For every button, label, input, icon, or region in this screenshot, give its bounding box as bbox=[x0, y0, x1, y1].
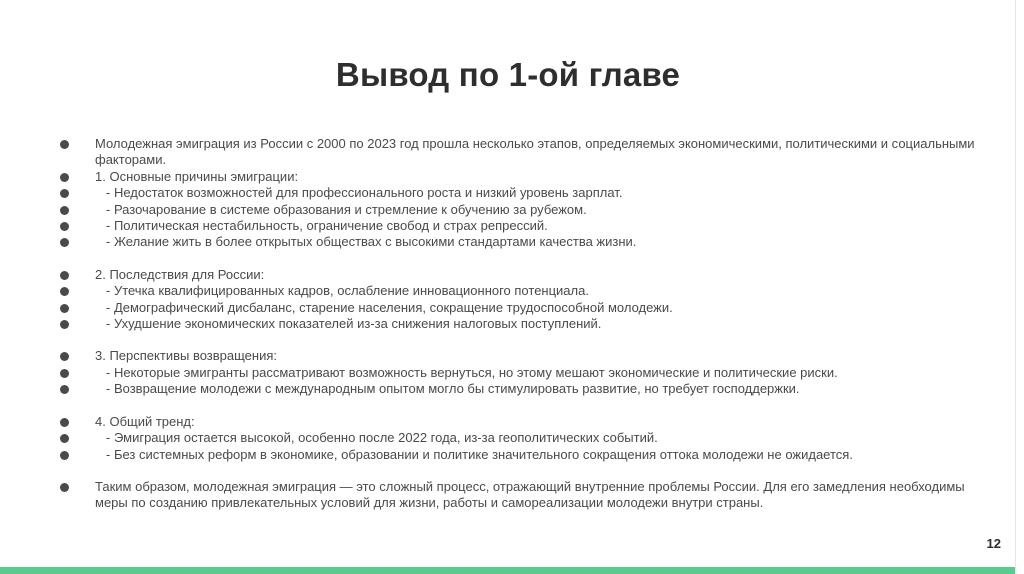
list-item-text: Молодежная эмиграция из России с 2000 по 2023 год прошла несколько этапов, определяемых экономическими, политическими и социальными факторами. bbox=[95, 136, 975, 168]
bullet-dot-icon bbox=[60, 206, 69, 215]
list-item-text: - Разочарование в системе образования и стремление к обучению за рубежом. bbox=[106, 201, 587, 217]
list-item-text: Таким образом, молодежная эмиграция — это сложный процесс, отражающий внутренние проблемы России. Для его замедления необходимы меры по созданию привлекательных условий для жизни, работы и самореализации молодежи внутри страны. bbox=[95, 478, 965, 511]
list-item-text: 2. Последствия для России: bbox=[95, 266, 265, 282]
bullet-dot-icon bbox=[60, 434, 69, 443]
list-item-text: 3. Перспективы возвращения: bbox=[95, 348, 277, 364]
bullet-dot-icon bbox=[60, 238, 69, 247]
list-item bbox=[56, 365, 986, 381]
list-item bbox=[56, 348, 986, 364]
list-item bbox=[56, 202, 986, 218]
bullet-dot-icon bbox=[60, 287, 69, 296]
list-item-text: - Недостаток возможностей для профессионального роста и низкий уровень зарплат. bbox=[106, 185, 623, 201]
bullet-dot-icon bbox=[60, 271, 69, 280]
list-item bbox=[56, 479, 986, 512]
bullet-dot-icon bbox=[60, 173, 69, 182]
list-item-text: 1. Основные причины эмиграции: bbox=[95, 168, 299, 184]
bullet-dot-icon bbox=[60, 418, 69, 427]
list-item-text: - Утечка квалифицированных кадров, ослабление инновационного потенциала. bbox=[106, 283, 589, 299]
bullet-dot-icon bbox=[60, 483, 69, 492]
list-item-text: - Ухудшение экономических показателей из-за снижения налоговых поступлений. bbox=[106, 316, 602, 332]
bullet-dot-icon bbox=[60, 189, 69, 198]
slide-title: Вывод по 1-ой главе bbox=[335, 56, 681, 93]
list-item bbox=[56, 414, 986, 430]
bullet-dot-icon bbox=[60, 451, 69, 460]
list-item bbox=[56, 316, 986, 332]
list-item bbox=[56, 169, 986, 185]
list-item-text: - Демографический дисбаланс, старение населения, сокращение трудоспособной молодежи. bbox=[106, 299, 673, 315]
list-item bbox=[56, 185, 986, 201]
list-item-text: 4. Общий тренд: bbox=[95, 413, 195, 429]
list-item-text: - Эмиграция остается высокой, особенно после 2022 года, из-за геополитических событий. bbox=[106, 430, 658, 446]
list-item bbox=[56, 234, 986, 250]
list-item bbox=[56, 300, 986, 316]
list-item-text: - Политическая нестабильность, ограничение свобод и страх репрессий. bbox=[106, 218, 548, 234]
bullet-dot-icon bbox=[60, 352, 69, 361]
bullet-dot-icon bbox=[60, 304, 69, 313]
list-item bbox=[56, 447, 986, 463]
bullet-dot-icon bbox=[60, 140, 69, 149]
list-item-text: - Возвращение молодежи с международным опытом могло бы стимулировать развитие, но требует господдержки. bbox=[106, 381, 800, 397]
bullet-dot-icon bbox=[60, 320, 69, 329]
list-item bbox=[56, 283, 986, 299]
bullet-list bbox=[56, 136, 986, 512]
bullet-dot-icon bbox=[60, 385, 69, 394]
list-item bbox=[56, 430, 986, 446]
bullet-dot-icon bbox=[60, 369, 69, 378]
list-item bbox=[56, 267, 986, 283]
list-item bbox=[56, 136, 986, 169]
page-number: 12 bbox=[986, 536, 1001, 551]
list-item-text: - Без системных реформ в экономике, образовании и политике значительного сокращения оттока молодежи не ожидается. bbox=[106, 446, 853, 462]
list-item-text: - Некоторые эмигранты рассматривают возможность вернуться, но этому мешают экономические и политические риски. bbox=[106, 364, 838, 380]
list-item bbox=[56, 381, 986, 397]
list-item-text: - Желание жить в более открытых обществах с высокими стандартами качества жизни. bbox=[106, 234, 637, 250]
bullet-dot-icon bbox=[60, 222, 69, 231]
accent-bar bbox=[0, 567, 1016, 574]
list-item bbox=[56, 218, 986, 234]
